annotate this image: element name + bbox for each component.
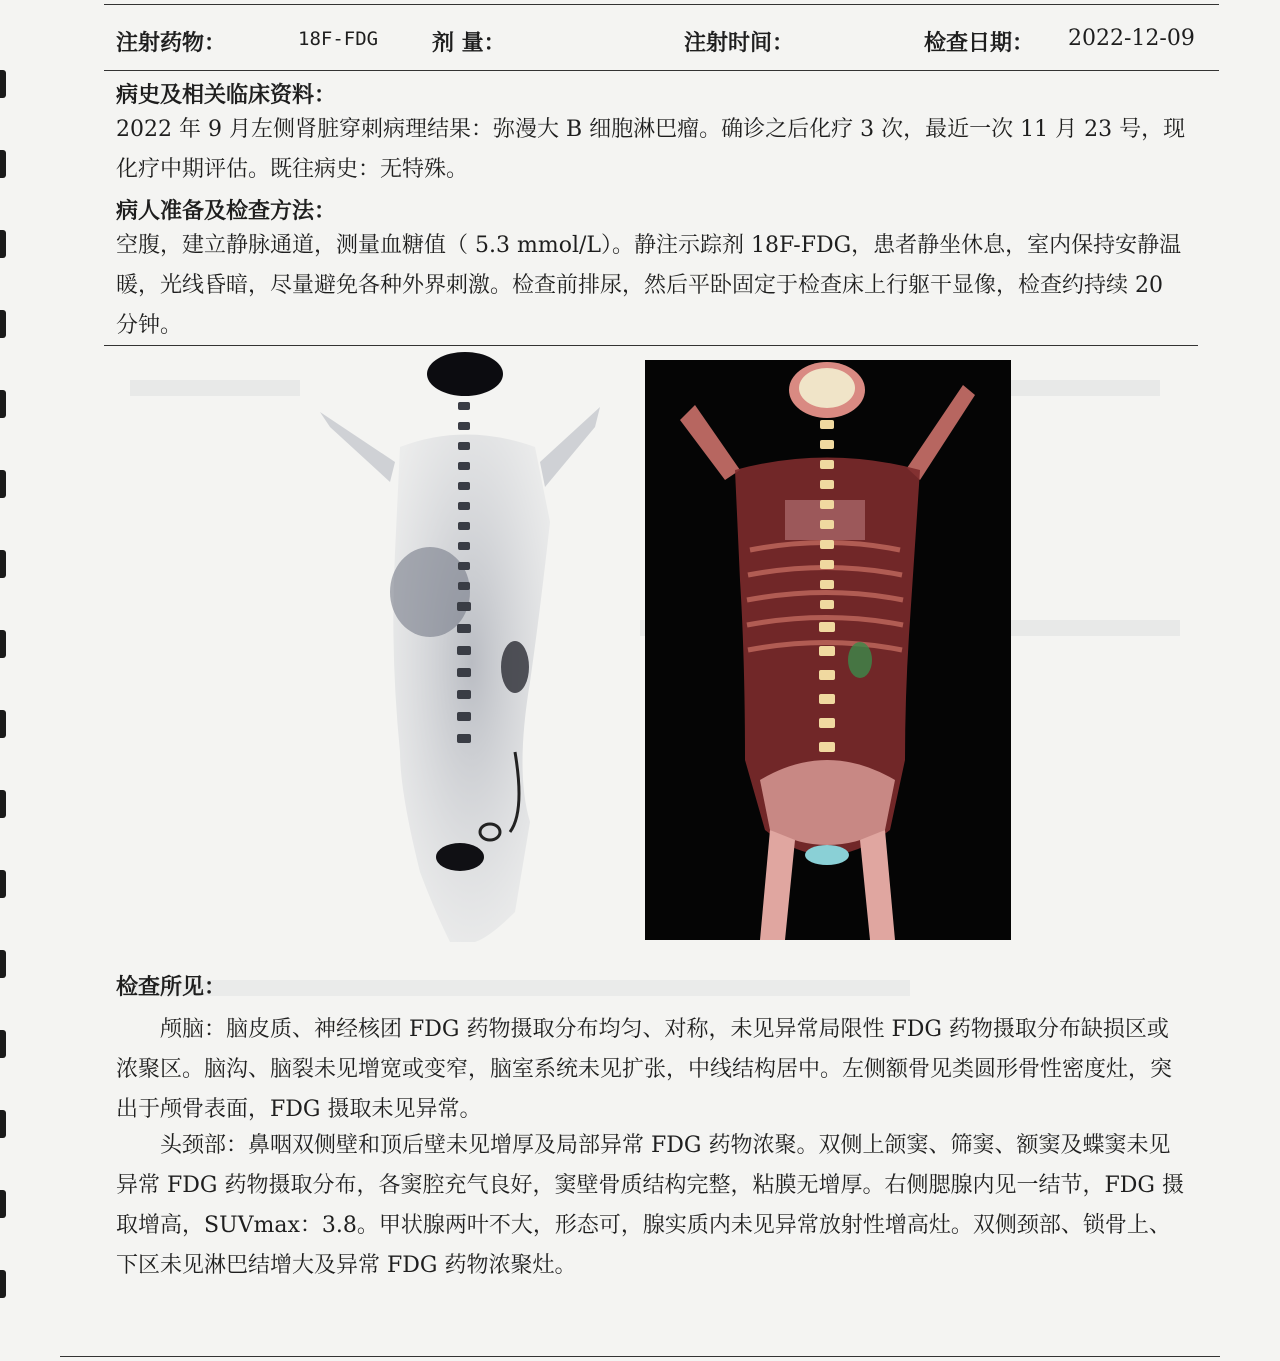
report-header <box>116 20 1206 60</box>
section-rule <box>104 345 1198 346</box>
binder-hole <box>0 70 6 98</box>
binder-hole <box>0 390 6 418</box>
binder-hole <box>0 1190 6 1218</box>
binder-hole <box>0 550 6 578</box>
binder-hole <box>0 630 6 658</box>
top-rule <box>104 4 1219 5</box>
history-text: 2022 年 9 月左侧肾脏穿刺病理结果：弥漫大 B 细胞淋巴瘤。确诊之后化疗 3 次，最近一次 11 月 23 号，现化疗中期评估。既往病史：无特殊。 <box>116 117 1186 182</box>
binder-hole <box>0 470 6 498</box>
binder-hole <box>0 710 6 738</box>
binder-hole <box>0 790 6 818</box>
prep-text: 空腹，建立静脉通道，测量血糖值（ 5.3 mmol/L）。静注示踪剂 18F-FDG，患者静坐休息，室内保持安静温暖，光线昏暗，尽量避免各种外界刺激。检查前排尿，然后平卧固定于检查床上行躯干显像，检查约持续 20 分钟。 <box>116 233 1182 338</box>
binder-hole <box>0 1030 6 1058</box>
exam-date-label: 检查日期： <box>924 31 1035 56</box>
findings-head-neck: 头颈部：鼻咽双侧壁和顶后壁未见增厚及局部异常 FDG 药物浓聚。双侧上颌窦、筛窦、额窦及蝶窦未见异常 FDG 药物摄取分布，各窦腔充气良好，窦壁骨质结构完整，粘膜无增厚。右侧腮腺内见一结节，FDG 摄取增高，SUVmax：3.8。甲状腺两叶不大，形态可，腺实质内未见异常放射性增高灶。双侧颈部、锁骨上、下区未见淋巴结增大及异常 FDG 药物浓聚灶。 <box>116 1133 1184 1278</box>
prep-title: 病人准备及检查方法： <box>116 199 337 224</box>
binder-hole <box>0 1110 6 1138</box>
binder-hole <box>0 870 6 898</box>
binder-hole <box>0 150 6 178</box>
binder-hole <box>0 310 6 338</box>
findings-brain: 颅脑：脑皮质、神经核团 FDG 药物摄取分布均匀、对称，未见异常局限性 FDG 药物摄取分布缺损区或浓聚区。脑沟、脑裂未见增宽或变窄，脑室系统未见扩张，中线结构居中。左侧额骨见类圆形骨性密度灶，突出于颅骨表面，FDG 摄取未见异常。 <box>116 1017 1173 1122</box>
binder-hole <box>0 230 6 258</box>
history-title: 病史及相关临床资料： <box>116 83 337 108</box>
binder-hole <box>0 1270 6 1298</box>
bleed-through <box>130 980 910 996</box>
dose-label: 剂 量： <box>432 31 506 56</box>
injection-time-label: 注射时间： <box>684 31 795 56</box>
drug-value: 18F-FDG <box>298 28 379 50</box>
bleed-through <box>130 380 300 396</box>
pet-mip-image <box>300 352 620 942</box>
binder-hole <box>0 950 6 978</box>
bottom-rule <box>60 1356 1220 1357</box>
exam-date-value: 2022-12-09 <box>1068 26 1195 51</box>
header-rule <box>104 70 1219 71</box>
findings-title: 检查所见： <box>116 975 227 1000</box>
drug-label: 注射药物： <box>116 31 227 56</box>
pet-ct-fusion-image <box>645 360 1011 940</box>
binder-holes <box>0 0 14 1361</box>
